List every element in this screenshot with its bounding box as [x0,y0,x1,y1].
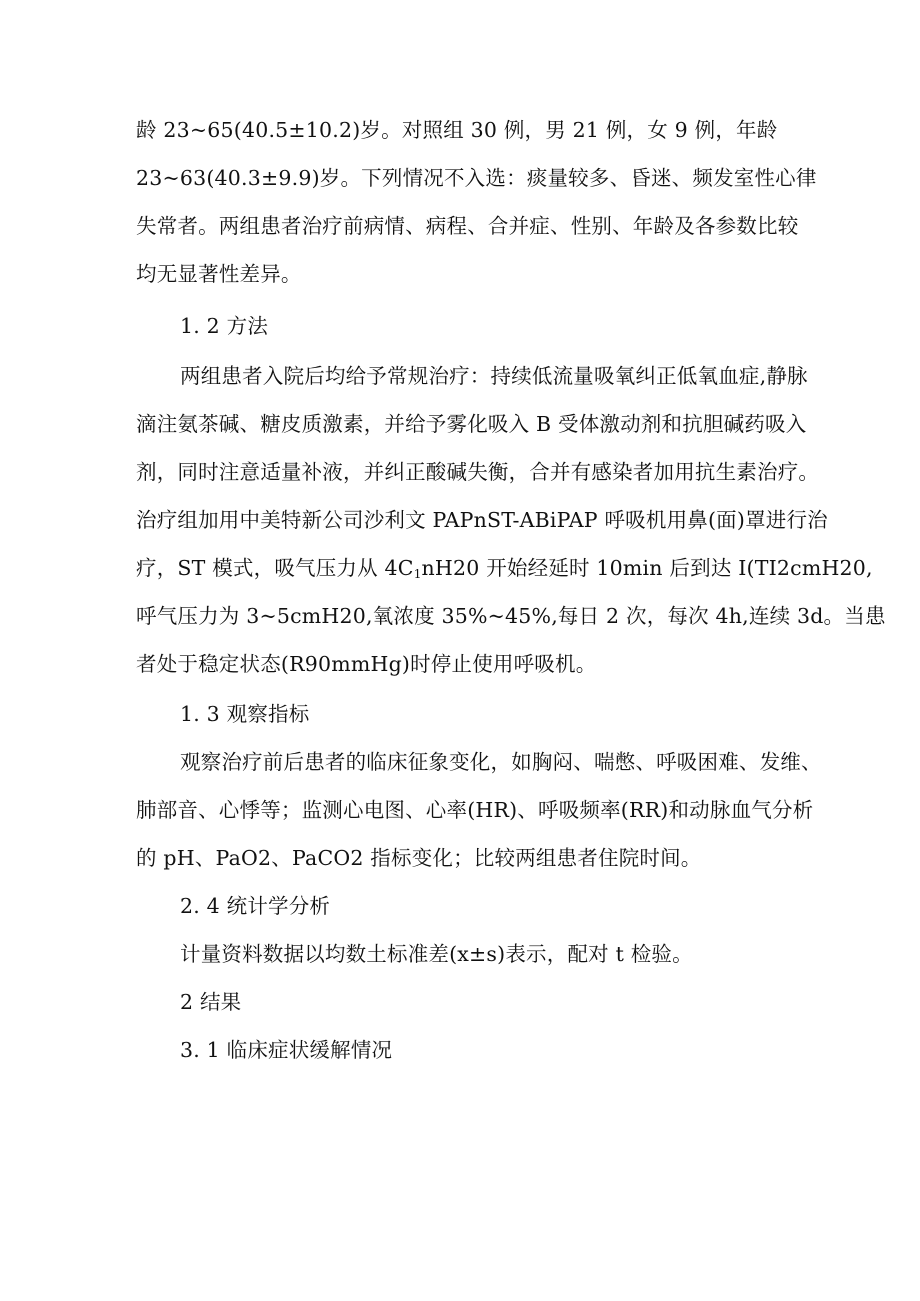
paragraph-line: 的 pH、PaO2、PaCO2 指标变化；比较两组患者住院时间。 [136,846,702,870]
paragraph-line: 治疗组加用中美特新公司沙利文 PAPnST-ABiPAP 呼吸机用鼻(面)罩进行治 [136,508,828,532]
text-run: nH20 开始经延时 10min 后到达 I(TI2cmH20, [421,556,873,580]
paragraph-line [136,554,873,582]
section-heading-results: 2 结果 [180,990,242,1014]
paragraph-line: 观察治疗前后患者的临床征象变化，如胸闷、喘憋、呼吸困难、发维、 [180,750,822,774]
paragraph-line: 计量资料数据以均数土标准差(x±s)表示，配对 t 检验。 [180,942,693,966]
subscript: 1 [413,567,422,581]
paragraph-line: 两组患者入院后均给予常规治疗：持续低流量吸氧纠正低氧血症,静脉 [180,364,808,388]
paragraph-line: 剂，同时注意适量补液，并纠正酸碱失衡，合并有感染者加用抗生素治疗。 [136,460,820,484]
section-heading-symptom-relief: 3. 1 临床症状缓解情况 [180,1038,393,1062]
section-heading-methods: 1. 2 方法 [180,314,269,338]
text-run: 疗，ST 模式，吸气压力从 4C [136,556,414,580]
section-heading-statistics: 2. 4 统计学分析 [180,894,331,918]
paragraph-line: 肺部音、心悸等；监测心电图、心率(HR)、呼吸频率(RR)和动脉血气分析 [136,798,814,822]
paragraph-line: 23~63(40.3±9.9)岁。下列情况不入选：痰量较多、昏迷、频发室性心律 [136,166,817,190]
paragraph-line: 失常者。两组患者治疗前病情、病程、合并症、性别、年龄及各参数比较 [136,214,799,238]
paragraph-line: 龄 23~65(40.5±10.2)岁。对照组 30 例，男 21 例，女 9 例，年龄 [136,118,778,142]
paragraph-line: 滴注氨茶碱、糖皮质激素，并给予雾化吸入 B 受体激动剂和抗胆碱药吸入 [136,412,807,436]
paragraph-line: 者处于稳定状态(R90mmHg)时停止使用呼吸机。 [136,652,597,676]
paragraph-line: 呼气压力为 3~5cmH20,氧浓度 35%~45%,每日 2 次，每次 4h,连续 3d。当患 [136,604,886,628]
paragraph-line: 均无显著性差异。 [136,262,302,286]
section-heading-indicators: 1. 3 观察指标 [180,702,310,726]
